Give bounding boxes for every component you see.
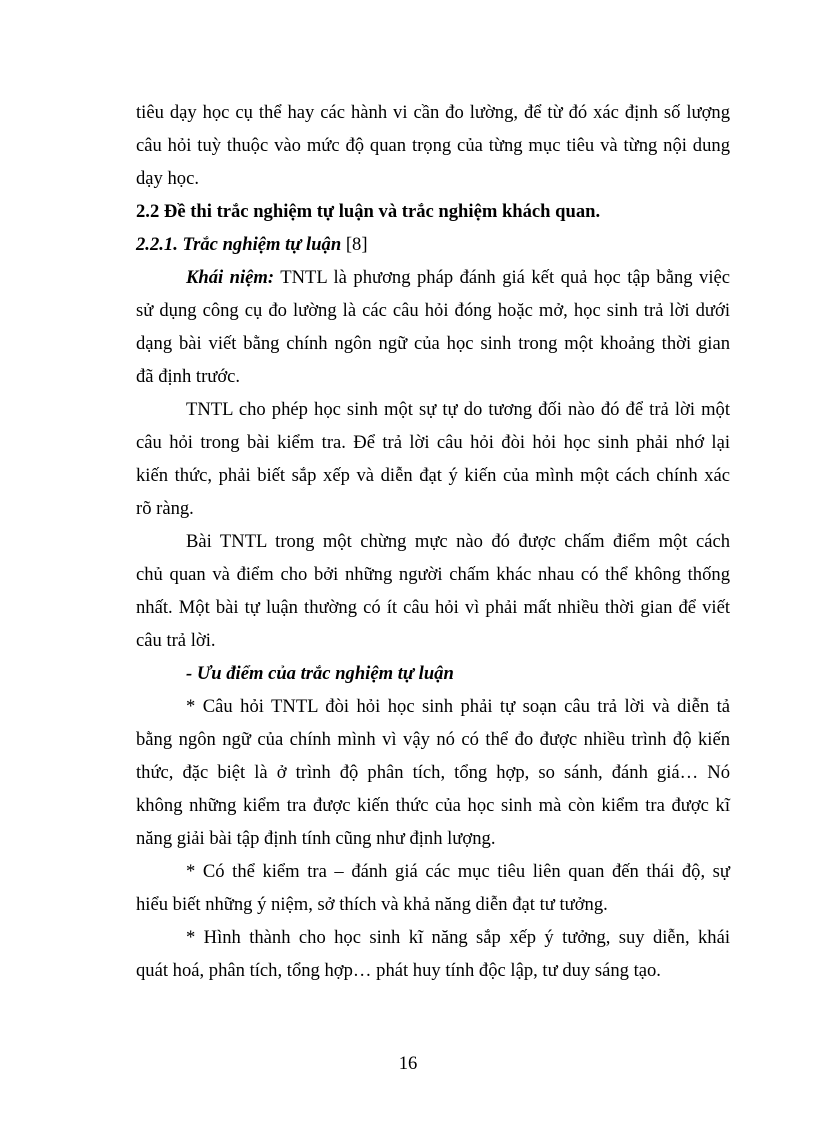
list-item-line: hiểu biết những ý niệm, sở thích và khả năng diễn đạt tư tưởng.	[136, 894, 608, 915]
body-text-line: nhất. Một bài tự luận thường có ít câu hỏi vì phải mất nhiều thời gian để viết	[136, 597, 730, 618]
concept-text: TNTL là phương pháp đánh giá kết quả học tập bằng việc	[274, 267, 730, 288]
page-number: 16	[398, 1053, 418, 1074]
concept-label: Khái niệm:	[186, 267, 275, 288]
body-text-line: dạy học.	[136, 168, 199, 189]
body-text-line: rõ ràng.	[136, 498, 194, 519]
body-text-line: chủ quan và điểm cho bởi những người chấm khác nhau có thể không thống	[136, 564, 730, 585]
list-item-line: * Câu hỏi TNTL đòi hỏi học sinh phải tự soạn câu trả lời và diễn tả	[186, 696, 730, 717]
section-heading-2-2: 2.2 Đề thi trắc nghiệm tự luận và trắc nghiệm khách quan.	[136, 201, 601, 222]
list-item-line: không những kiểm tra được kiến thức của học sinh mà còn kiểm tra được kĩ	[136, 795, 730, 816]
body-text-line: dạng bài viết bằng chính ngôn ngữ của học sinh trong một khoảng thời gian	[136, 333, 730, 354]
citation-ref: [8]	[341, 234, 368, 255]
body-text-line: câu trả lời.	[136, 630, 216, 651]
list-item-line: quát hoá, phân tích, tổng hợp… phát huy tính độc lập, tư duy sáng tạo.	[136, 960, 661, 981]
list-item-line: * Có thể kiểm tra – đánh giá các mục tiêu liên quan đến thái độ, sự	[186, 861, 730, 882]
body-text-line: câu hỏi tuỳ thuộc vào mức độ quan trọng của từng mục tiêu và từng nội dung	[136, 135, 730, 156]
body-text-line: đã định trước.	[136, 366, 241, 387]
body-text-line: kiến thức, phải biết sắp xếp và diễn đạt ý kiến của mình một cách chính xác	[136, 465, 730, 486]
concept-first-line	[186, 267, 730, 289]
body-text-line: Bài TNTL trong một chừng mực nào đó được chấm điểm một cách	[186, 531, 730, 552]
body-text-line: câu hỏi trong bài kiểm tra. Để trả lời câu hỏi đòi hỏi học sinh phải nhớ lại	[136, 432, 730, 453]
body-text-line: sử dụng công cụ đo lường là các câu hỏi đóng hoặc mở, học sinh trả lời dưới	[136, 300, 730, 321]
list-item-line: năng giải bài tập định tính cũng như định lượng.	[136, 828, 496, 849]
list-item-line: * Hình thành cho học sinh kĩ năng sắp xếp ý tưởng, suy diễn, khái	[186, 927, 730, 948]
body-text-line: TNTL cho phép học sinh một sự tự do tương đối nào đó để trả lời một	[186, 399, 730, 420]
list-item-line: bằng ngôn ngữ của chính mình vì vậy nó có thể đo được nhiều trình độ kiến	[136, 729, 730, 750]
body-text-line: tiêu dạy học cụ thể hay các hành vi cần đo lường, để từ đó xác định số lượng	[136, 102, 730, 123]
list-item-line: thức, đặc biệt là ở trình độ phân tích, tổng hợp, so sánh, đánh giá… Nó	[136, 762, 730, 783]
advantages-heading: - Ưu điểm của trắc nghiệm tự luận	[186, 663, 454, 684]
subsection-title: 2.2.1. Trắc nghiệm tự luận	[136, 234, 342, 255]
subsection-heading-2-2-1	[136, 234, 730, 256]
